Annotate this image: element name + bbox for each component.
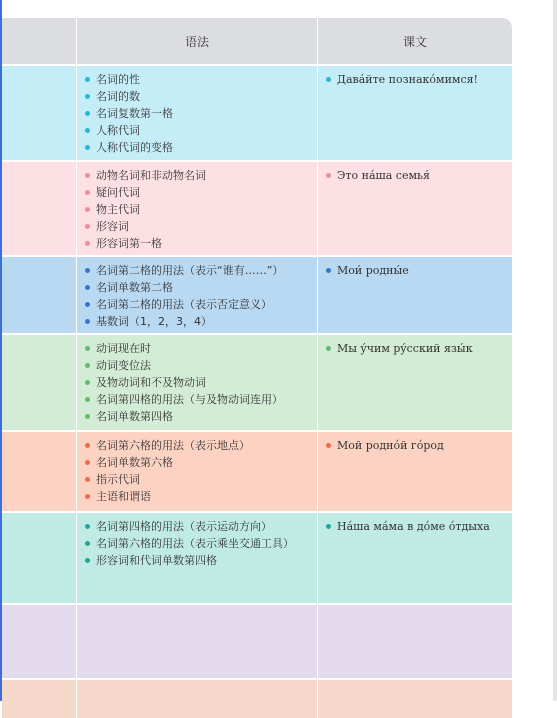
grammar-item: 名词第四格的用法（与及物动词连用）: [84, 391, 317, 408]
grammar-list: [77, 257, 317, 330]
text-item[interactable]: Мы ýчим рýсский язы́к: [325, 340, 512, 357]
grammar-item: 名词第六格的用法（表示乘坐交通工具）: [84, 535, 317, 552]
grammar-cell: [76, 603, 317, 678]
header-grammar: 语法: [76, 18, 317, 64]
header-text: 课文: [317, 18, 512, 64]
grammar-item: 人称代词的变格: [84, 139, 317, 156]
lesson-cell: [2, 333, 76, 430]
text-list: [318, 432, 512, 454]
grammar-item: 名词单数第六格: [84, 454, 317, 471]
table-row: [2, 603, 512, 678]
curriculum-table-card: [2, 18, 512, 718]
text-cell: [317, 430, 512, 511]
page-scroll-strip[interactable]: [553, 0, 557, 701]
text-list: [318, 66, 512, 88]
header-lesson-cell: [2, 18, 76, 64]
grammar-cell: [76, 64, 317, 160]
table-row: [2, 160, 512, 255]
lesson-cell: [2, 430, 76, 511]
grammar-list: [77, 513, 317, 569]
text-cell: [317, 160, 512, 255]
text-item[interactable]: Мой роднóй гóрод: [325, 437, 512, 454]
grammar-cell: [76, 678, 317, 718]
table-row: [2, 678, 512, 718]
text-list: [318, 257, 512, 279]
table-row: [2, 511, 512, 603]
grammar-item: 名词复数第一格: [84, 105, 317, 122]
lesson-cell: [2, 511, 76, 603]
text-item[interactable]: Мои́ родны́е: [325, 262, 512, 279]
grammar-item: 形容词和代词单数第四格: [84, 552, 317, 569]
grammar-list: [77, 680, 317, 685]
grammar-item: 物主代词: [84, 201, 317, 218]
grammar-item: 名词第六格的用法（表示地点）: [84, 437, 317, 454]
text-cell: [317, 64, 512, 160]
lesson-cell: [2, 255, 76, 333]
curriculum-table: [2, 18, 512, 718]
grammar-item: 名词第二格的用法（表示否定意义）: [84, 296, 317, 313]
grammar-item: 形容词第一格: [84, 235, 317, 252]
lesson-cell: [2, 64, 76, 160]
text-list: [318, 162, 512, 184]
grammar-item: 动词现在时: [84, 340, 317, 357]
table-row: [2, 333, 512, 430]
lesson-cell: [2, 678, 76, 718]
grammar-list: [77, 335, 317, 425]
text-item[interactable]: Нáша мáма в дóме óтдыха: [325, 518, 512, 535]
text-list: [318, 513, 512, 535]
grammar-item: 名词单数第二格: [84, 279, 317, 296]
grammar-item: 人称代词: [84, 122, 317, 139]
grammar-list: [77, 66, 317, 156]
text-cell: [317, 333, 512, 430]
table-row: [2, 64, 512, 160]
grammar-list: [77, 432, 317, 505]
grammar-list: [77, 605, 317, 610]
grammar-item: 名词的数: [84, 88, 317, 105]
grammar-item: 基数词（1，2，3，4）: [84, 313, 317, 330]
grammar-item: 名词单数第四格: [84, 408, 317, 425]
text-list: [318, 335, 512, 357]
grammar-cell: [76, 430, 317, 511]
text-cell: [317, 678, 512, 718]
table-header-row: [2, 18, 512, 64]
grammar-item: 主语和谓语: [84, 488, 317, 505]
grammar-cell: [76, 160, 317, 255]
text-item[interactable]: Давáйте познакóмимся!: [325, 71, 512, 88]
grammar-item: 动词变位法: [84, 357, 317, 374]
text-cell: [317, 511, 512, 603]
grammar-item: 及物动词和不及物动词: [84, 374, 317, 391]
grammar-item: 名词第二格的用法（表示“谁有……”）: [84, 262, 317, 279]
grammar-cell: [76, 255, 317, 333]
table-row: [2, 430, 512, 511]
grammar-cell: [76, 511, 317, 603]
text-item[interactable]: Это нáша семья́: [325, 167, 512, 184]
grammar-item: 名词第四格的用法（表示运动方向）: [84, 518, 317, 535]
grammar-item: 指示代词: [84, 471, 317, 488]
grammar-cell: [76, 333, 317, 430]
text-cell: [317, 603, 512, 678]
grammar-item: 形容词: [84, 218, 317, 235]
text-list: [318, 605, 512, 610]
table-row: [2, 255, 512, 333]
lesson-cell: [2, 160, 76, 255]
table-body: [2, 64, 512, 718]
text-cell: [317, 255, 512, 333]
grammar-item: 动物名词和非动物名词: [84, 167, 317, 184]
lesson-cell: [2, 603, 76, 678]
grammar-item: 名词的性: [84, 71, 317, 88]
grammar-list: [77, 162, 317, 252]
grammar-item: 疑问代词: [84, 184, 317, 201]
text-list: [318, 680, 512, 685]
